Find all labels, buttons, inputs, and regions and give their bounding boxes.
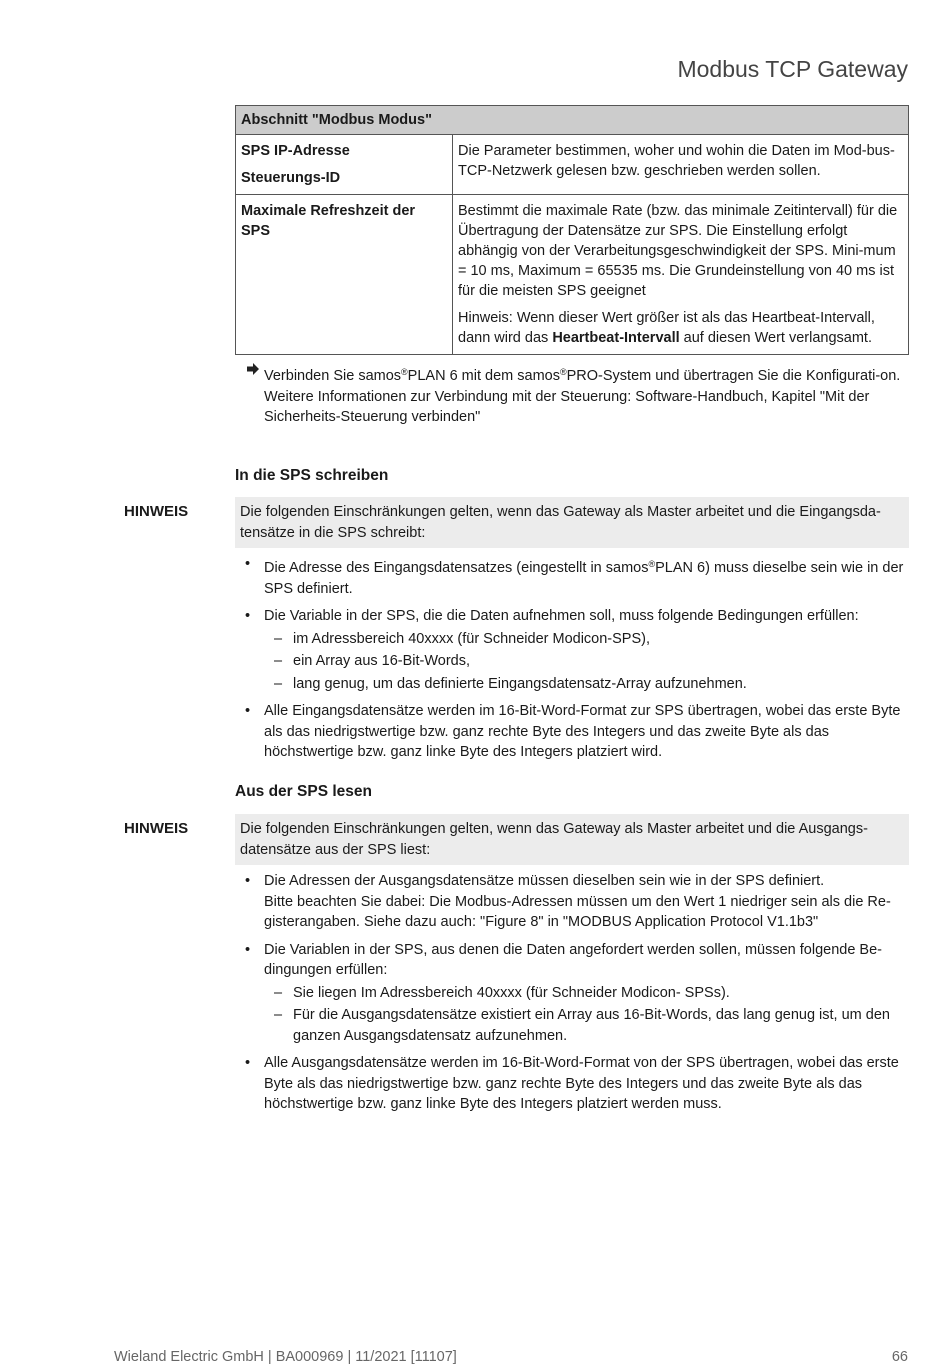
table-row (236, 135, 909, 195)
step-reference: Weitere Informationen zur Verbindung mit der Steuerung: Software-Handbuch, Kapitel "Mit der Sicherheits-Steuerung verbinden" (264, 388, 870, 425)
sub-list (264, 629, 909, 695)
sub-list (264, 983, 909, 1047)
hint-text-end: auf diesen Wert verlangsamt. (679, 330, 872, 346)
arrow-right-icon (246, 362, 260, 383)
hint-bold: Heartbeat-Intervall (552, 330, 680, 346)
table-header: Abschnitt "Modbus Modus" (236, 106, 909, 135)
param-name: Maximale Refreshzeit der SPS (241, 203, 416, 239)
desc-cell (453, 195, 909, 355)
param-description: Bestimmt die maximale Rate (bzw. das minimale Zeitintervall) für die Übertragung der Datensätze zur SPS. Die Einstellung erfolgt abhängig von der Verarbeitungsgeschwindigkeit der SPS. Mini-mum = 10 ms, Maximum = 65535 ms. Die Grundeinstellung von 40 ms ist für die meisten SPS geeignet (458, 203, 898, 299)
list-item: • Die Adresse des Eingangsdatensatzes (eingestellt in samos®PLAN 6) muss dieselbe sein wie in der SPS definiert. (245, 556, 904, 597)
page-title: Modbus TCP Gateway (677, 56, 908, 82)
sub-list-item: – im Adressbereich 40xxxx (für Schneider Modicon-SPS), (274, 630, 651, 647)
param-cell (236, 135, 453, 195)
modbus-mode-table (235, 105, 909, 355)
param-name: Steuerungs-ID (241, 170, 341, 186)
list-item: • Alle Eingangsdatensätze werden im 16-Bit-Word-Format zur SPS übertragen, wobei das erste Byte als das niedrigstwertige bzw. ganz rechte Byte des Integers und das zweite Byte als das höchstwertige bzw. ganz linke Byte des Integers platziert wird. (245, 703, 901, 760)
write-section-title: In die SPS schreiben (235, 467, 389, 484)
read-restrictions-list (245, 871, 909, 1122)
list-item: • Alle Ausgangsdatensätze werden im 16-Bit-Word-Format von der SPS übertragen, wobei das erste Byte als das niedrigstwertige bzw. ganz rechte Byte des Integers und das zweite Byte als das höchstwertige bzw. ganz linke Byte des Integers platziert werden muss. (245, 1055, 899, 1112)
sub-list-item: – ein Array aus 16-Bit-Words, (274, 653, 471, 669)
notice-box: Die folgenden Einschränkungen gelten, wenn das Gateway als Master arbeitet und die Ausgangs-datensätze aus der SPS liest: (235, 814, 909, 865)
list-item: • Die Variablen in der SPS, aus denen die Daten angefordert werden sollen, müssen folgende Be-dingungen erfüllen: – Sie liegen Im Adressbereich 40xxxx (für Schneider Modicon- SPSs). – Für die Ausgangsdatensätze existiert ein Array aus 16-Bit-Words, das lang genug ist, um den ganzen Ausgangsdatensatz aufzunehmen. (245, 940, 909, 1047)
sub-list-item: – Für die Ausgangsdatensätze existiert ein Array aus 16-Bit-Words, das lang genug ist, um den ganzen Ausgangsdatensatz aufzunehmen. (274, 1007, 890, 1044)
list-item: • Die Adressen der Ausgangsdatensätze müssen dieselben sein wie in der SPS definiert. Bitte beachten Sie dabei: Die Modbus-Adressen müssen um den Wert 1 niedriger sein als die Re-gisterangaben. Siehe dazu auch: "Figure 8" in "MODBUS Application Protocol V1.1b3" (245, 873, 891, 930)
notice-box: Die folgenden Einschränkungen gelten, wenn das Gateway als Master arbeitet und die Eingangsda-tensätze in die SPS schreibt: (235, 497, 909, 548)
read-section-title: Aus der SPS lesen (235, 783, 372, 800)
instruction-step (246, 362, 910, 428)
param-name: SPS IP-Adresse (241, 143, 350, 159)
step-text: Verbinden Sie samos®PLAN 6 mit dem samos®PRO-System und übertragen Sie die Konfigurati-on. (264, 367, 901, 384)
table-header-row (236, 106, 909, 135)
write-restrictions-list (245, 554, 909, 770)
notice-label: HINWEIS (124, 503, 189, 520)
param-description: Die Parameter bestimmen, woher und wohin die Daten im Mod-bus-TCP-Netzwerk gelesen bzw. geschrieben werden sollen. (458, 143, 895, 179)
footer-text: Wieland Electric GmbH | BA000969 | 11/2021 [11107] (114, 1349, 457, 1365)
param-cell (236, 195, 453, 355)
table-row (236, 195, 909, 355)
list-item: • Die Variable in der SPS, die die Daten aufnehmen soll, muss folgende Bedingungen erfüllen: – im Adressbereich 40xxxx (für Schneider Modicon-SPS), – ein Array aus 16-Bit-Words, – lang genug, um das definierte Eingangsdatensatz-Array aufzunehmen. (245, 606, 909, 694)
desc-cell (453, 135, 909, 195)
notice-label: HINWEIS (124, 820, 189, 837)
sub-list-item: – lang genug, um das definierte Eingangsdatensatz-Array aufzunehmen. (274, 675, 747, 692)
param-hint (458, 308, 903, 348)
sub-list-item: – Sie liegen Im Adressbereich 40xxxx (für Schneider Modicon- SPSs). (274, 984, 730, 1001)
page-number: 66 (891, 1349, 908, 1365)
hint-text: Hinweis: Wenn dieser Wert größer ist als das Heartbeat-Intervall, dann wird das (458, 310, 875, 346)
